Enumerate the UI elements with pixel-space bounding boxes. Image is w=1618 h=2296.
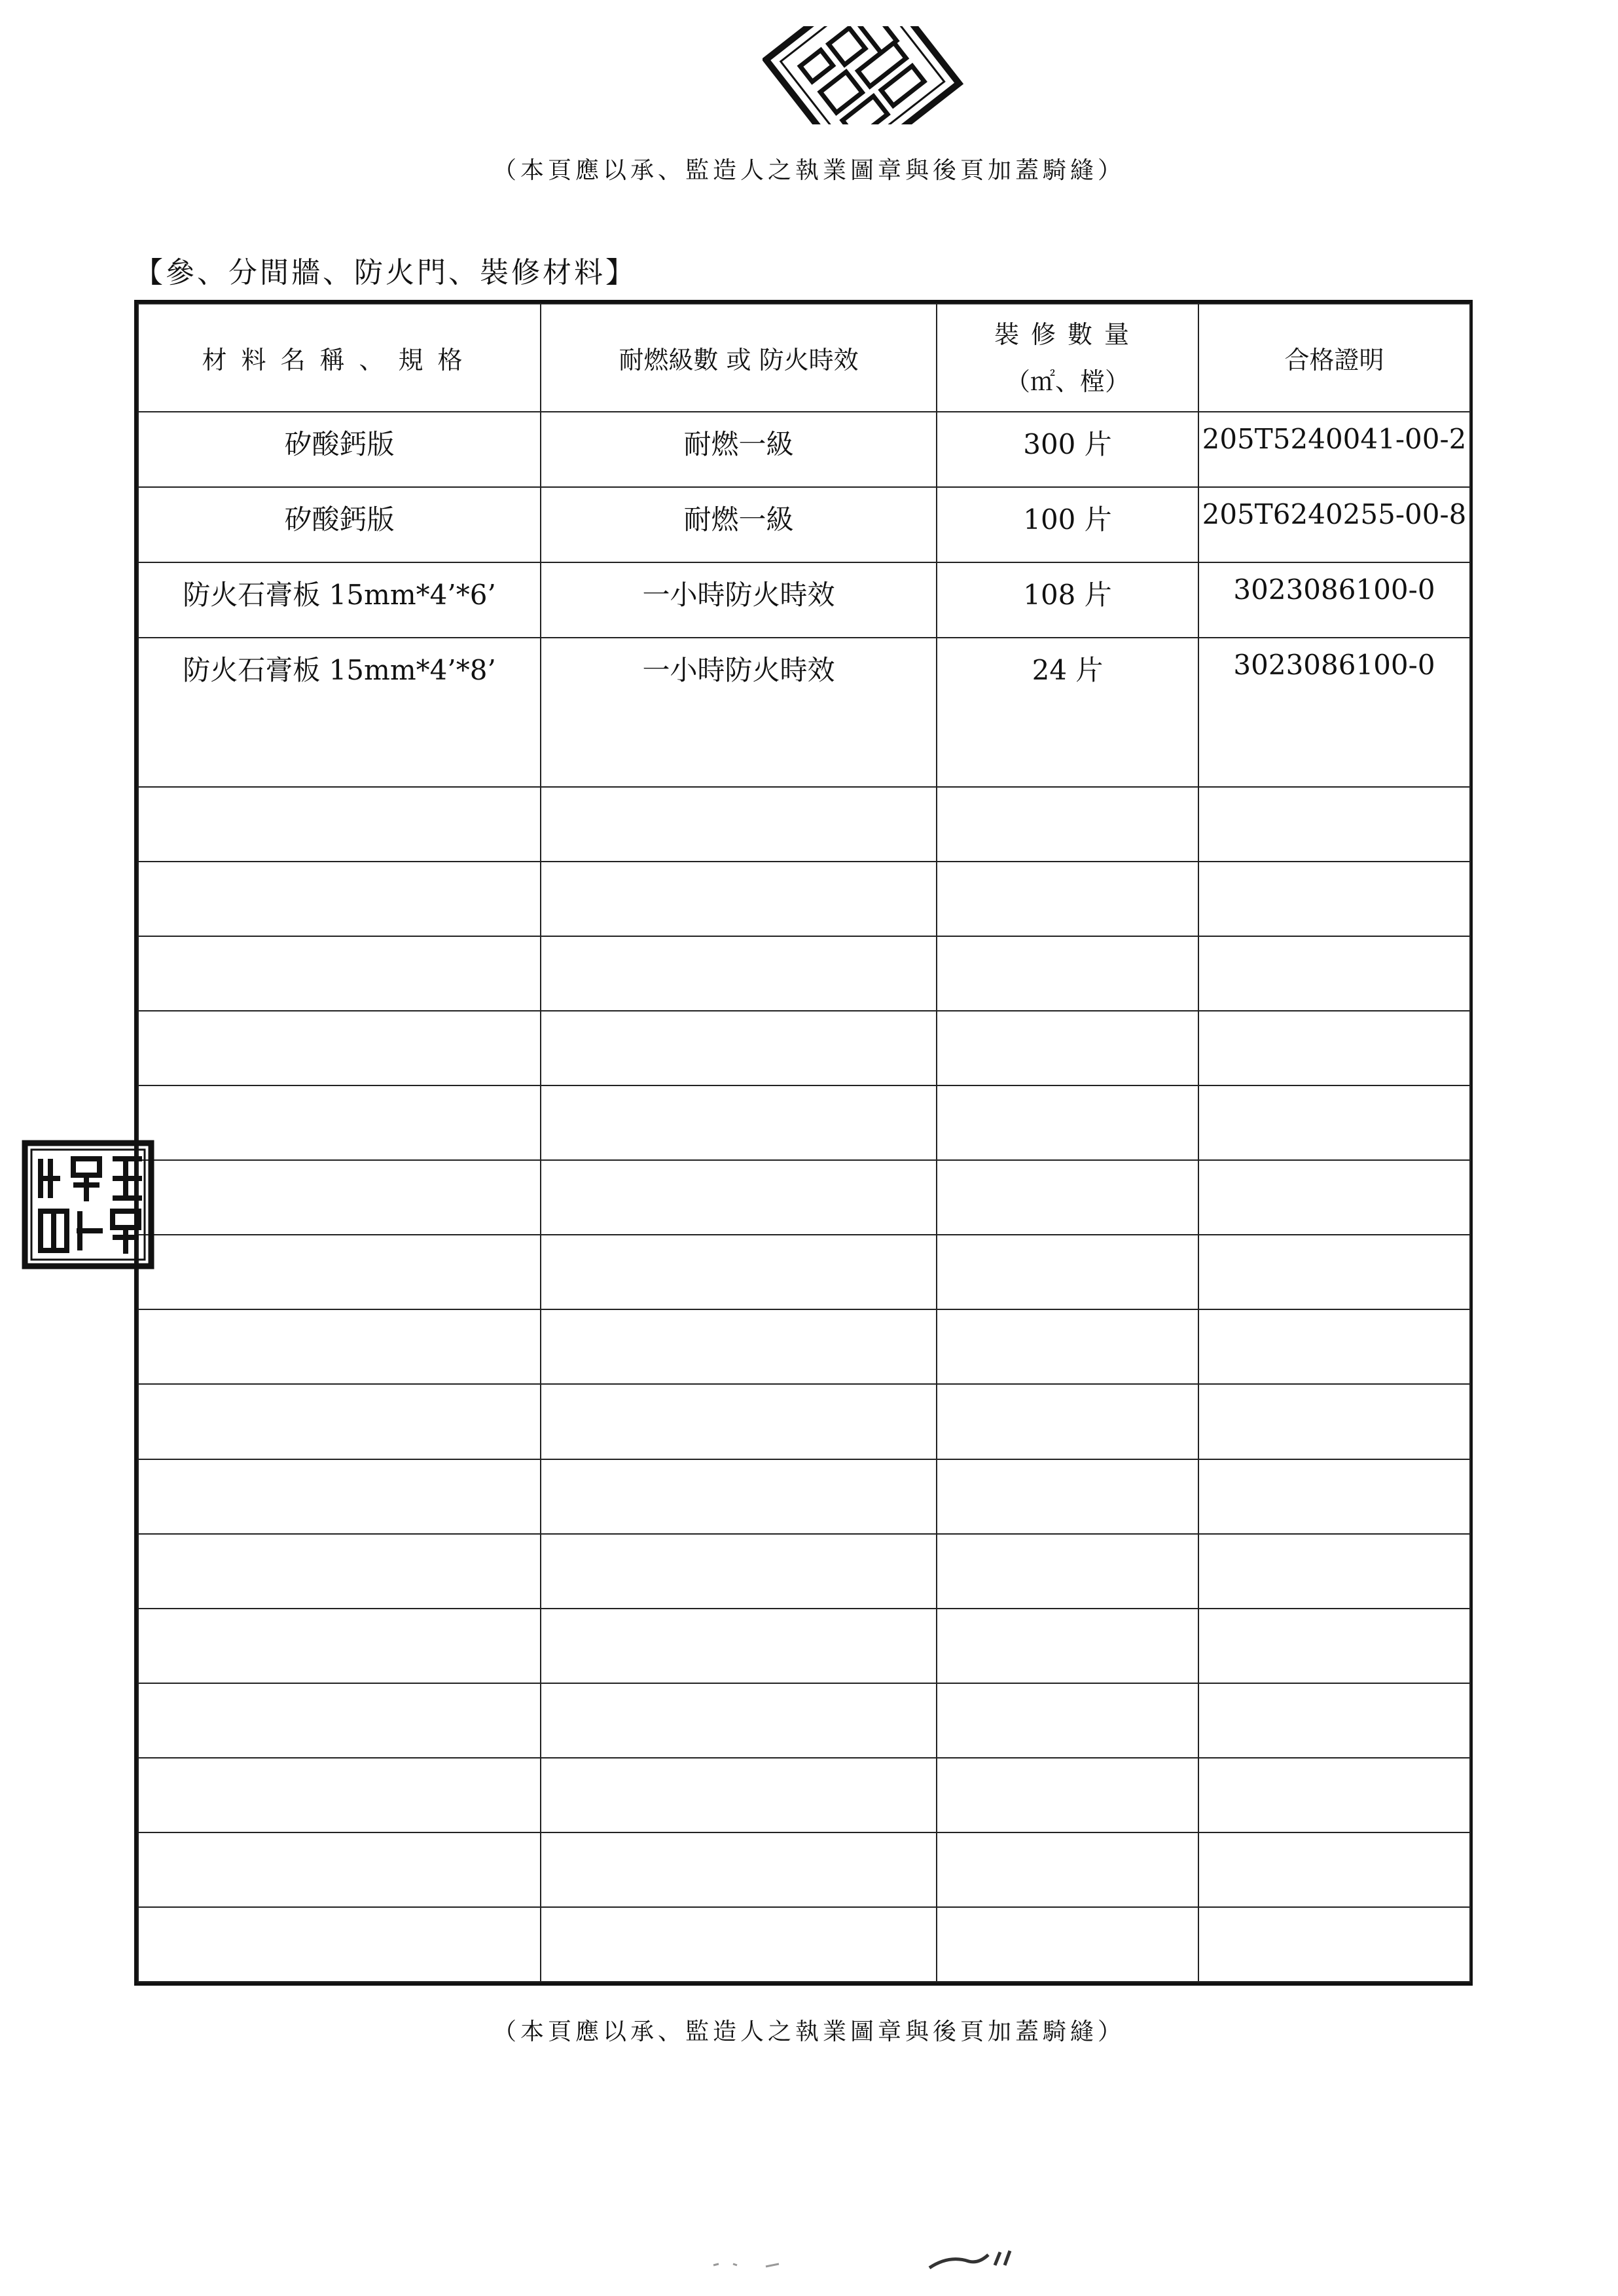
- footer-note: （本頁應以承、監造人之執業圖章與後頁加蓋騎縫）: [492, 2018, 1125, 2045]
- empty-cell: [1198, 1609, 1470, 1683]
- empty-cell: [1198, 1758, 1470, 1832]
- row-fire-rating: 耐燃一級: [541, 412, 937, 487]
- empty-cell: [1198, 1683, 1470, 1758]
- empty-cell: [937, 1309, 1198, 1384]
- table-row: [138, 562, 1470, 638]
- row-fire-rating: 一小時防火時效: [541, 638, 937, 787]
- empty-cell: [541, 1758, 937, 1832]
- empty-cell: [1198, 862, 1470, 936]
- empty-table-row: [138, 1235, 1470, 1309]
- empty-cell: [937, 1011, 1198, 1085]
- empty-cell: [1198, 1907, 1470, 1982]
- row-material-name: 防火石膏板 15mm*4’*6’: [138, 562, 541, 638]
- empty-cell: [138, 1384, 541, 1459]
- empty-cell: [937, 1085, 1198, 1160]
- empty-cell: [138, 1832, 541, 1907]
- empty-cell: [541, 1085, 937, 1160]
- empty-cell: [937, 1609, 1198, 1683]
- empty-table-row: [138, 1160, 1470, 1235]
- empty-table-row: [138, 1907, 1470, 1982]
- empty-cell: [541, 862, 937, 936]
- empty-cell: [541, 1309, 937, 1384]
- empty-cell: [937, 787, 1198, 862]
- empty-cell: [541, 1235, 937, 1309]
- row-fire-rating: 一小時防火時效: [541, 562, 937, 638]
- empty-cell: [1198, 936, 1470, 1011]
- row-quantity: 24 片: [937, 638, 1198, 787]
- scan-noise-marks: [707, 2239, 1047, 2278]
- empty-cell: [138, 1235, 541, 1309]
- row-quantity: 300 片: [937, 412, 1198, 487]
- empty-cell: [1198, 1309, 1470, 1384]
- table-row: [138, 412, 1470, 487]
- empty-cell: [541, 1832, 937, 1907]
- empty-table-row: [138, 787, 1470, 862]
- empty-cell: [937, 1832, 1198, 1907]
- empty-cell: [138, 1534, 541, 1609]
- empty-cell: [138, 1160, 541, 1235]
- empty-cell: [138, 1085, 541, 1160]
- empty-cell: [541, 936, 937, 1011]
- empty-cell: [1198, 1160, 1470, 1235]
- empty-cell: [937, 1907, 1198, 1982]
- empty-cell: [138, 1609, 541, 1683]
- empty-cell: [1198, 1085, 1470, 1160]
- left-seal-stamp-icon: [21, 1139, 155, 1270]
- header-note: （本頁應以承、監造人之執業圖章與後頁加蓋騎縫）: [492, 157, 1125, 184]
- header-fire-rating: 耐燃級數 或 防火時效: [541, 304, 937, 412]
- header-material-name: 材料名稱、規格: [138, 304, 541, 412]
- empty-cell: [937, 1683, 1198, 1758]
- empty-cell: [541, 1384, 937, 1459]
- empty-cell: [937, 1384, 1198, 1459]
- empty-table-row: [138, 1609, 1470, 1683]
- empty-table-row: [138, 1011, 1470, 1085]
- header-quantity-line1: 裝修數量: [994, 319, 1141, 349]
- materials-table: [137, 303, 1471, 1982]
- empty-cell: [1198, 1384, 1470, 1459]
- empty-table-row: [138, 1459, 1470, 1534]
- empty-cell: [937, 1758, 1198, 1832]
- empty-cell: [138, 1683, 541, 1758]
- empty-cell: [1198, 1459, 1470, 1534]
- empty-cell: [1198, 1534, 1470, 1609]
- empty-cell: [1198, 1235, 1470, 1309]
- empty-cell: [541, 1011, 937, 1085]
- empty-cell: [138, 1459, 541, 1534]
- empty-cell: [1198, 1011, 1470, 1085]
- empty-cell: [541, 1609, 937, 1683]
- section-title: 【參、分間牆、防火門、裝修材料】: [134, 256, 637, 289]
- empty-cell: [138, 936, 541, 1011]
- top-seal-stamp-icon: [763, 26, 979, 137]
- empty-cell: [541, 1683, 937, 1758]
- empty-cell: [937, 1534, 1198, 1609]
- empty-table-row: [138, 1832, 1470, 1907]
- empty-cell: [937, 1459, 1198, 1534]
- row-certificate: 205T5240041-00-2: [1198, 412, 1470, 487]
- empty-cell: [541, 787, 937, 862]
- empty-cell: [138, 1907, 541, 1982]
- row-certificate: 3023086100-0: [1198, 562, 1470, 638]
- row-material-name: 矽酸鈣版: [138, 487, 541, 562]
- row-material-name: 防火石膏板 15mm*4’*8’: [138, 638, 541, 787]
- empty-table-row: [138, 1384, 1470, 1459]
- empty-table-row: [138, 1758, 1470, 1832]
- empty-cell: [138, 1758, 541, 1832]
- empty-cell: [541, 1907, 937, 1982]
- empty-cell: [138, 862, 541, 936]
- empty-cell: [937, 1235, 1198, 1309]
- empty-cell: [937, 862, 1198, 936]
- empty-cell: [541, 1534, 937, 1609]
- header-quantity: [937, 304, 1198, 412]
- empty-cell: [138, 1309, 541, 1384]
- row-quantity: 108 片: [937, 562, 1198, 638]
- materials-table-frame: [134, 300, 1473, 1986]
- empty-cell: [541, 1459, 937, 1534]
- empty-table-row: [138, 1085, 1470, 1160]
- empty-cell: [1198, 1832, 1470, 1907]
- header-certificate: 合格證明: [1198, 304, 1470, 412]
- row-certificate: 205T6240255-00-8: [1198, 487, 1470, 562]
- empty-cell: [937, 936, 1198, 1011]
- empty-cell: [937, 1160, 1198, 1235]
- empty-table-row: [138, 1683, 1470, 1758]
- header-quantity-line2: （㎡、樘）: [1005, 367, 1130, 396]
- table-header-row: [138, 304, 1470, 412]
- row-fire-rating: 耐燃一級: [541, 487, 937, 562]
- row-certificate: 3023086100-0: [1198, 638, 1470, 787]
- table-row: [138, 487, 1470, 562]
- row-material-name: 矽酸鈣版: [138, 412, 541, 487]
- table-row: [138, 638, 1470, 787]
- empty-table-row: [138, 936, 1470, 1011]
- empty-cell: [1198, 787, 1470, 862]
- row-quantity: 100 片: [937, 487, 1198, 562]
- empty-cell: [541, 1160, 937, 1235]
- empty-cell: [138, 787, 541, 862]
- empty-cell: [138, 1011, 541, 1085]
- empty-table-row: [138, 1534, 1470, 1609]
- empty-table-row: [138, 1309, 1470, 1384]
- empty-table-row: [138, 862, 1470, 936]
